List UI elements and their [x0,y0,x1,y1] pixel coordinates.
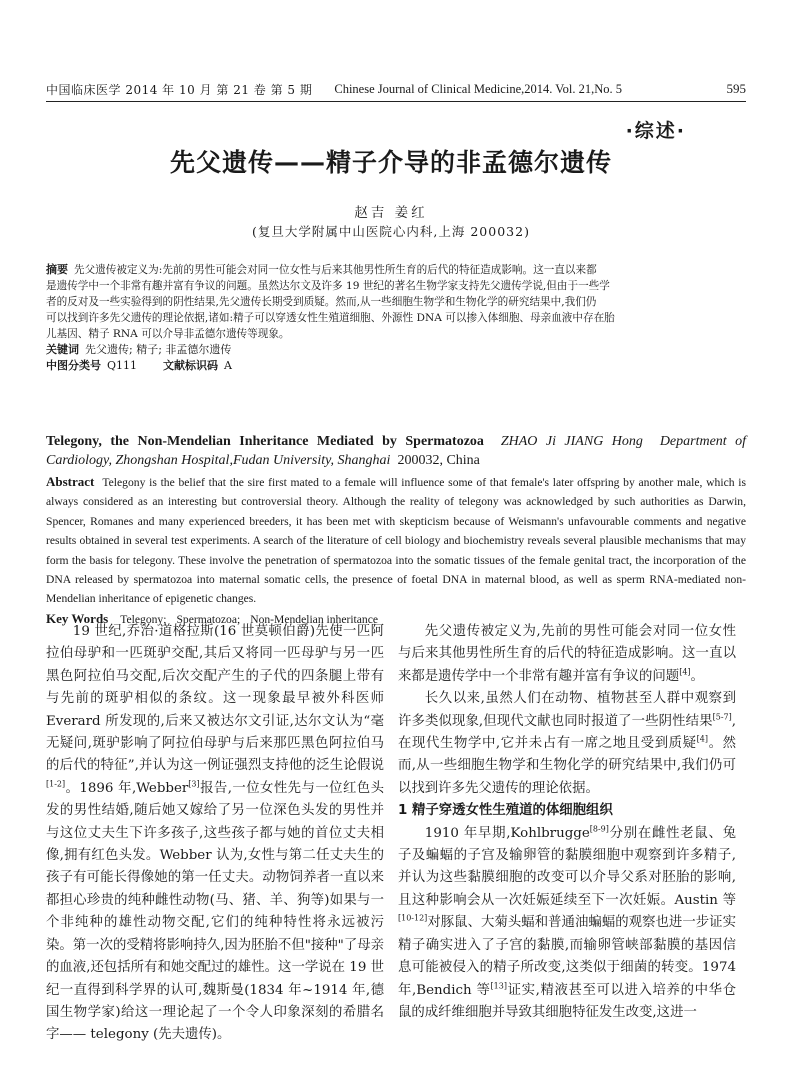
en-authors: ZHAO Ji JIANG Hong [500,434,643,449]
cn-abstract [46,262,746,374]
citation: [8-9] [589,824,609,834]
body-paragraph: 长久以来,虽然人们在动物、植物甚至人群中观察到许多类似现象,但现代文献也同时报道了一些阴性结果[5-7],在现代生物学中,它并未占有一席之地且受到质疑[4]。然而,从一些细胞生物学和生物化学的研究结果中,我们仍可以找到许多先父遗传的理论依据。 [398,691,736,796]
page-number: 595 [726,81,746,96]
en-affiliation: Department of Cardiology, Zhongshan Hospital,Fudan University, Shanghai [46,434,747,468]
body-column-left [46,621,384,1047]
cn-keywords-label: 关键词 [46,343,79,356]
doc-code-value: A [224,359,232,372]
en-abstract-label: Abstract [46,474,95,489]
section-heading: 1 精子穿透女性生殖道的体细胞组织 [398,803,613,819]
en-abstract-block [46,432,746,630]
body-column-right [398,621,736,1024]
doc-code-label: 文献标识码 [163,359,219,372]
cn-abstract-line: 是遗传学中一个非常有趣并富有争议的问题。虽然达尔文及许多 19 世纪的著名生物学家支持先父遗传学说,但由于一些学 [46,280,610,292]
en-abstract-text: Telegony is the belief that the sire first mated to a female will influence some of that female's later offspring by another male, which is always considered as an interesting but controversial theory. Although the reality of telegony was acknowledged by such authorities as Darwin, Spencer, Romanes and many experienced breeders, it has been met with skepticism because of Weismann's unfavourable comments and negative results obtained in several test experiments. A search of the literature of cell biology and biochemistry reveals several plausible mechanisms that may form the basis for telegony. These involve the penetration of spermatozoa into the somatic tissues of the female genital tract, the incorporation of the DNA released by spermatozoa into maternal somatic cells, the presence of foetal DNA in maternal blood, as well as sperm RNA-mediated non-Mendelian inheritance of epigenetic changes. [46,476,746,606]
citation: [5-7] [712,712,732,722]
en-title-line [46,432,746,470]
cn-abstract-line: 可以找到许多先父遗传的理论依据,诸如:精子可以穿透女性生殖道细胞、外源性 DNA 可以掺入体细胞、母亲血液中存在胎 [46,312,615,324]
article-title: 先父遗传——精子介导的非孟德尔遗传 [169,148,612,177]
article-authors: 赵吉 姜红 [354,205,428,221]
cn-abstract-line: 儿基因、精子 RNA 可以介导非孟德尔遗传等现象。 [46,328,290,340]
cn-keywords [46,342,746,358]
citation: [13] [490,981,507,991]
citation: [4] [679,667,691,677]
cn-abstract-line: 摘要 先父遗传被定义为:先前的男性可能会对同一位女性与后来其他男性所生育的后代的特征造成影响。这一直以来都 [46,263,597,276]
clc-value: Q111 [107,359,138,372]
citation: [1-2] [46,779,66,789]
journal-name-en: Chinese Journal of Clinical Medicine,2014. Vol. 21,No. 5 [334,81,623,96]
en-keyword: Spermatozoa; [176,612,241,626]
cn-keywords-value: 先父遗传; 精子; 非孟德尔遗传 [85,343,232,356]
en-keywords-label: Key Words [46,610,109,626]
citation: [10-12] [398,913,428,923]
running-header [46,80,746,98]
section-tag: ·综述· [625,120,686,142]
body-paragraph: 19 世纪,乔治·道格拉斯(16 世莫顿伯爵)先使一匹阿拉伯母驴和一匹斑驴交配,其后又将同一匹母驴与另一匹黑色阿拉伯马交配,后次交配产生的子代的四条腿上带有与先前的斑驴相似的条纹。这一现象最早被外科医师 Everard 所发现的,后来又被达尔文引证,达尔文认为“毫无疑问,斑驴影响了阿拉伯母驴与后来那匹黑色阿拉伯马的后代的特征”,并认为这一例证强烈支持他的泛生论假说[1-2]。1896 年,Webber[3]报告,一位女性先与一位红色头发的男性结婚,随后她又嫁给了另一位深色头发的男性并与这位丈夫生下许多孩子,这些孩子都与她的首位丈夫相像,拥有红色头发。Webber 认为,女性与第二任丈夫生的孩子有可能长得像她的第一任丈夫。动物饲养者一直以来都担心珍贵的纯种雌性动物(马、猪、羊、狗等)如果与一个非纯种的雄性动物交配,它们的纯种特性将永远被污染。第一次的受精将影响持久,因为胚胎不但"接种"了母亲的血液,还包括所有和她交配过的雄性。这一学说在 19 世纪一直得到科学界的认可,魏斯曼(1834 年~1914 年,德国生物学家)给这一理论起了一个令人印象深刻的希腊名字—— telegony (先夫遗传)。 [46,624,385,1043]
en-keyword: Telegony; [120,612,167,626]
cn-abstract-line: 者的反对及一些实验得到的阴性结果,先父遗传长期受到质疑。然而,从一些细胞生物学和生物化学的研究结果中,我们仍 [46,296,597,308]
journal-name-cn: 中国临床医学 2014 年 10 月 第 21 卷 第 5 期 [46,82,313,97]
cn-classification [46,358,746,374]
citation: [4] [696,734,709,744]
en-title: Telegony, the Non-Mendelian Inheritance Mediated by Spermatozoa [46,434,484,449]
body-paragraph: 先父遗传被定义为,先前的男性可能会对同一位女性与后来其他男性所生育的后代的特征造成影响。这一直以来都是遗传学中一个非常有趣并富有争议的问题[4]。 [398,624,736,684]
header-divider [46,101,746,102]
en-abstract [46,472,746,609]
citation: [3] [188,779,200,789]
clc-label: 中图分类号 [46,359,101,372]
article-affiliation: (复旦大学附属中山医院心内科,上海 200032) [252,224,530,239]
body-paragraph: 1910 年早期,Kohlbrugge[8-9]分别在雌性老鼠、兔子及蝙蝠的子宫及输卵管的黏膜细胞中观察到许多精子,并认为这些黏膜细胞的改变可以介导父系对胚胎的影响,且这种影响会从一次妊娠延续至下一次妊娠。Austin 等[10-12]对豚鼠、大菊头蝠和普通油蝙蝠的观察也进一步证实精子确实进入了子宫的黏膜,而输卵管峡部黏膜的基因信息可能被侵入的精子所改变,这类似于细菌的转变。1974 年,Bendich 等[13]证实,精液甚至可以进入培养的中华仓鼠的成纤维细胞并导致其细胞特征发生改变,这进一 [398,824,736,1020]
en-keyword: Non-Mendelian inheritance [250,612,379,626]
cn-abstract-label: 摘要 [46,263,68,276]
en-postcode: 200032, China [397,453,480,468]
